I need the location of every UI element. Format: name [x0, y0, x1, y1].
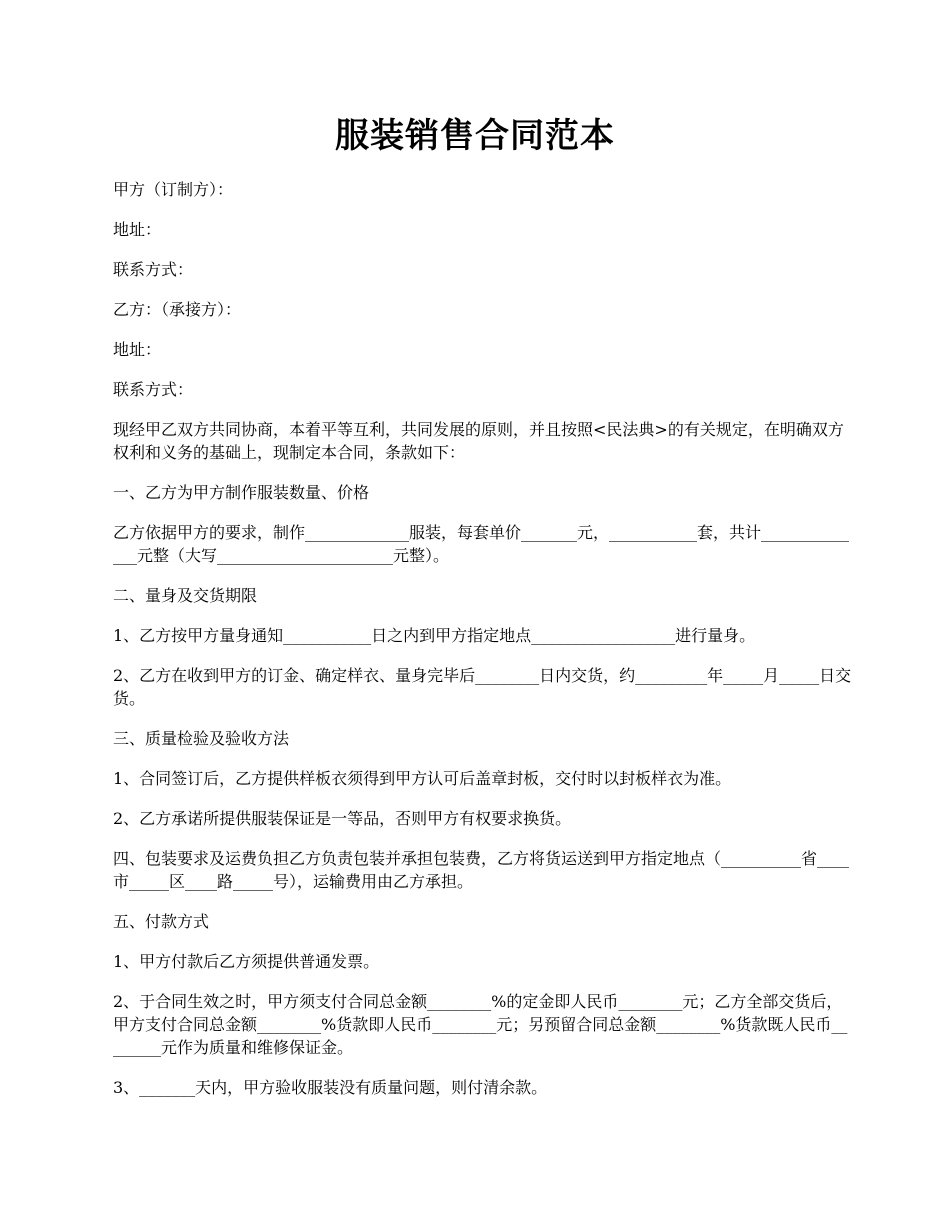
- document-title: 服装销售合同范本: [335, 116, 615, 156]
- clause-payment-2: 2、于合同生效之时，甲方须支付合同总金额________%的定金即人民币________元；乙方全部交货后，甲方支付合同总金额________%货款即人民币________元；另预留合同总金额________%货款既人民币________元作为质量和维修保证金。: [113, 992, 848, 1057]
- clause-inspection-2: 2、乙方承诺所提供服装保证是一等品，否则甲方有权要求换货。: [113, 809, 572, 828]
- clause-delivery-2: 2、乙方在收到甲方的订金、确定样衣、量身完毕后________日内交货，约_________年_____月_____日交货。: [113, 666, 852, 708]
- party-a-address: 地址：: [113, 220, 162, 239]
- section-heading-payment: 五、付款方式: [113, 912, 210, 931]
- document-body: [113, 178, 853, 1116]
- party-b-label: 乙方：（承接方）：: [113, 300, 242, 319]
- clause-quantity-price: 乙方依据甲方的要求，制作_____________服装，每套单价_______元，___________套，共计______________元整（大写______________________元整）。: [113, 523, 850, 565]
- party-a-label: 甲方（订制方）：: [113, 180, 234, 199]
- preamble-paragraph: 现经甲乙双方共同协商，本着平等互利，共同发展的原则，并且按照<民法典>的有关规定，在明确双方权利和义务的基础上，现制定本合同，条款如下：: [113, 420, 844, 462]
- clause-packaging: 四、包装要求及运费负担乙方负责包装并承担包装费，乙方将货运送到甲方指定地点（__________省____市_____区____路_____号），运输费用由乙方承担。: [113, 849, 850, 891]
- clause-delivery-1: 1、乙方按甲方量身通知___________日之内到甲方指定地点__________________进行量身。: [113, 626, 756, 645]
- section-heading-delivery: 二、量身及交货期限: [113, 586, 258, 605]
- clause-payment-3: 3、_______天内，甲方验收服装没有质量问题，则付清余款。: [113, 1078, 548, 1097]
- party-b-address: 地址：: [113, 340, 162, 359]
- clause-inspection-1: 1、合同签订后，乙方提供样板衣须得到甲方认可后盖章封板，交付时以封板样衣为准。: [113, 769, 732, 788]
- party-b-contact: 联系方式：: [113, 380, 194, 399]
- section-heading-inspection: 三、质量检验及验收方法: [113, 729, 290, 748]
- party-a-contact: 联系方式：: [113, 260, 194, 279]
- clause-payment-1: 1、甲方付款后乙方须提供普通发票。: [113, 952, 380, 971]
- section-heading-quantity-price: 一、乙方为甲方制作服装数量、价格: [113, 483, 370, 502]
